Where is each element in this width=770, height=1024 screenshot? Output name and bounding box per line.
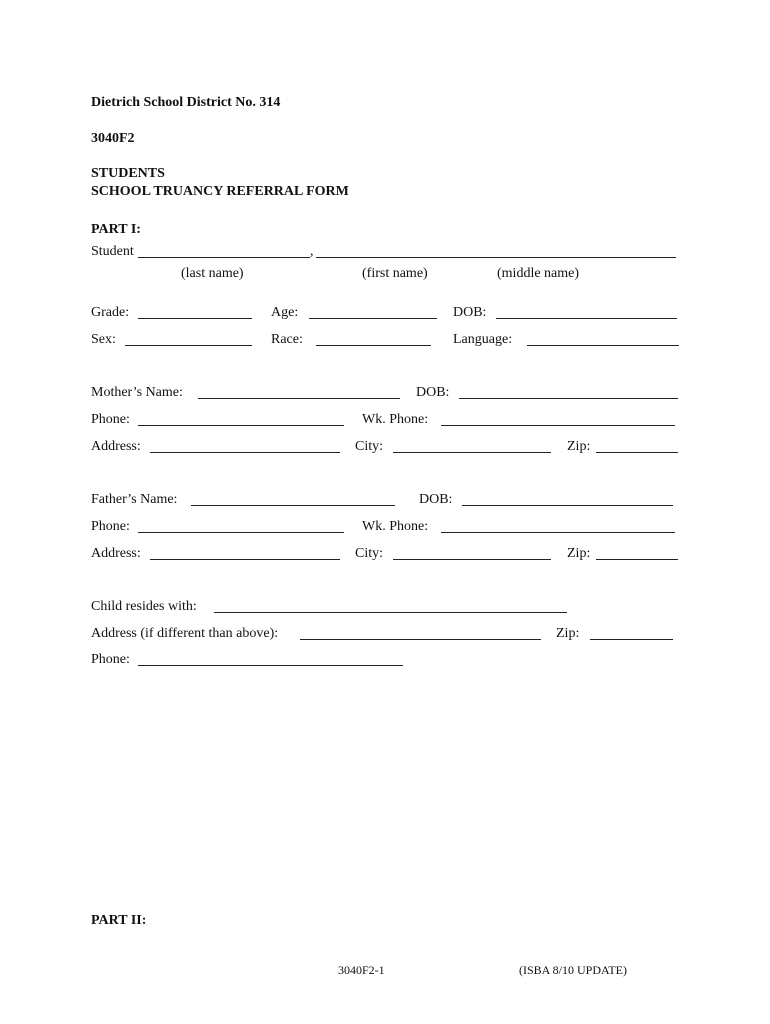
age-field[interactable] — [309, 318, 437, 319]
dob-label: DOB: — [453, 305, 487, 320]
father-phone-label: Phone: — [91, 519, 130, 534]
footer-page-code: 3040F2-1 — [338, 963, 385, 977]
father-address-label: Address: — [91, 546, 141, 561]
father-name-label: Father’s Name: — [91, 492, 178, 507]
mother-name-field[interactable] — [198, 398, 400, 399]
form-code: 3040F2 — [91, 131, 135, 146]
student-label: Student — [91, 244, 134, 259]
mother-wk-phone-field[interactable] — [441, 425, 675, 426]
mother-address-field[interactable] — [150, 452, 340, 453]
age-label: Age: — [271, 305, 299, 320]
mother-dob-field[interactable] — [459, 398, 678, 399]
father-wk-phone-label: Wk. Phone: — [362, 519, 429, 534]
part-one-heading: PART I: — [91, 222, 141, 237]
last-name-caption: (last name) — [181, 266, 244, 281]
form-title: SCHOOL TRUANCY REFERRAL FORM — [91, 184, 349, 199]
alt-address-field[interactable] — [300, 639, 541, 640]
part-two-heading: PART II: — [91, 913, 147, 928]
race-label: Race: — [271, 332, 303, 347]
mother-phone-field[interactable] — [138, 425, 344, 426]
father-city-label: City: — [355, 546, 384, 561]
student-comma: , — [310, 244, 314, 259]
father-zip-field[interactable] — [596, 559, 678, 560]
mother-address-label: Address: — [91, 439, 141, 454]
resides-with-label: Child resides with: — [91, 599, 197, 614]
father-zip-label: Zip: — [567, 546, 591, 561]
form-category: STUDENTS — [91, 166, 165, 181]
grade-field[interactable] — [138, 318, 252, 319]
alt-phone-field[interactable] — [138, 665, 403, 666]
mother-name-label: Mother’s Name: — [91, 385, 183, 400]
language-label: Language: — [453, 332, 513, 347]
language-field[interactable] — [527, 345, 679, 346]
footer-update-note: (ISBA 8/10 UPDATE) — [519, 963, 628, 977]
father-wk-phone-field[interactable] — [441, 532, 675, 533]
father-city-field[interactable] — [393, 559, 551, 560]
grade-label: Grade: — [91, 305, 130, 320]
mother-phone-label: Phone: — [91, 412, 130, 427]
alt-zip-label: Zip: — [556, 626, 580, 641]
sex-label: Sex: — [91, 332, 116, 347]
alt-address-label: Address (if different than above): — [91, 626, 279, 641]
father-dob-label: DOB: — [419, 492, 453, 507]
father-phone-field[interactable] — [138, 532, 344, 533]
mother-zip-label: Zip: — [567, 439, 591, 454]
alt-zip-field[interactable] — [590, 639, 673, 640]
mother-city-label: City: — [355, 439, 384, 454]
father-name-field[interactable] — [191, 505, 395, 506]
mother-wk-phone-label: Wk. Phone: — [362, 412, 429, 427]
alt-phone-label: Phone: — [91, 652, 130, 667]
student-last-name-field[interactable] — [138, 257, 310, 258]
mother-zip-field[interactable] — [596, 452, 678, 453]
mother-dob-label: DOB: — [416, 385, 450, 400]
first-name-caption: (first name) — [362, 266, 428, 281]
student-first-middle-name-field[interactable] — [316, 257, 676, 258]
sex-field[interactable] — [125, 345, 252, 346]
father-address-field[interactable] — [150, 559, 340, 560]
resides-with-field[interactable] — [214, 612, 567, 613]
mother-city-field[interactable] — [393, 452, 551, 453]
district-name: Dietrich School District No. 314 — [91, 95, 281, 110]
dob-field[interactable] — [496, 318, 677, 319]
father-dob-field[interactable] — [462, 505, 673, 506]
race-field[interactable] — [316, 345, 431, 346]
middle-name-caption: (middle name) — [497, 266, 580, 281]
